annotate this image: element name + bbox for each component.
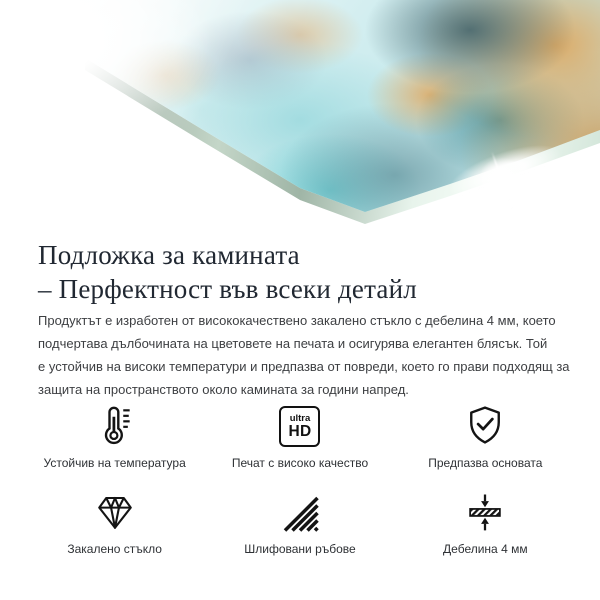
feature-item: [207, 403, 392, 471]
product-photo: [0, 0, 600, 235]
ultra-hd-icon-text-bottom: HD: [288, 423, 312, 440]
feature-label: Закалено стъкло: [67, 542, 162, 556]
thermometer-icon: [93, 403, 137, 447]
ultra-hd-icon: [279, 403, 320, 447]
feature-item: [393, 403, 578, 471]
feature-item: [393, 489, 578, 557]
page-title: [38, 238, 417, 306]
product-description: [38, 309, 583, 401]
feature-label: Дебелина 4 мм: [443, 542, 528, 556]
title-line-2: – Перфектност във всеки детайл: [38, 274, 417, 304]
description-line: защита на пространството около камината за години напред.: [38, 382, 409, 397]
feature-item: [207, 489, 392, 557]
diamond-icon: [94, 489, 136, 533]
feature-label: Шлифовани ръбове: [244, 542, 356, 556]
description-line: Продуктът е изработен от висококачествено закалено стъкло с дебелина 4 мм, което: [38, 313, 556, 328]
title-line-1: Подложка за камината: [38, 240, 300, 270]
feature-label: Печат с високо качество: [231, 456, 369, 470]
feature-item: [22, 489, 207, 557]
ultra-hd-icon-text-top: ultra: [289, 413, 311, 424]
feature-label: Предпазва основата: [428, 456, 543, 470]
description-line: е устойчив на високи температури и предпазва от повреди, което го прави подходящ за: [38, 359, 570, 374]
thickness-icon: [464, 489, 506, 533]
shield-check-icon: [463, 403, 507, 447]
feature-label: Устойчив на температура: [43, 456, 186, 470]
feature-item: [22, 403, 207, 471]
polished-edges-icon: [280, 489, 320, 533]
description-line: подчертава дълбочината на цветовете на печата и осигурява елегантен блясък. Той: [38, 336, 548, 351]
features-grid: [22, 403, 578, 557]
